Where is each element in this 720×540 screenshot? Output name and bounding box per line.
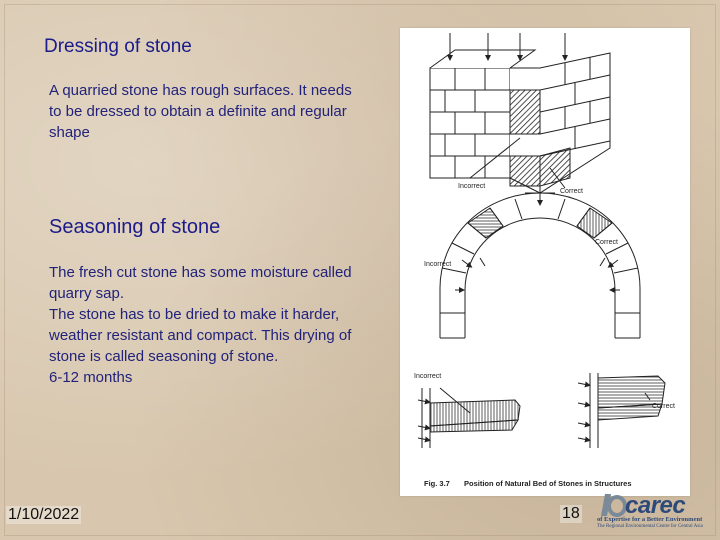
label-correct-cornice: Correct bbox=[652, 403, 675, 410]
paragraph-seasoning: The fresh cut stone has some moisture called quarry sap. The stone has to be dried to make it harder, weather resistant and compact. This drying of stone is called seasoning of stone. 6-12 months bbox=[49, 264, 352, 386]
footer-date: 1/10/2022 bbox=[8, 506, 80, 523]
figure-natural-bed bbox=[400, 28, 690, 496]
wall-corner-diagram bbox=[430, 33, 610, 193]
label-correct-arch: Correct bbox=[595, 239, 618, 246]
label-incorrect-cornice: Incorrect bbox=[414, 373, 442, 380]
carec-logo-mark-icon bbox=[597, 492, 627, 518]
label-correct-wall: Correct bbox=[560, 188, 583, 195]
label-incorrect-wall: Incorrect bbox=[458, 183, 486, 190]
figure-caption-text: Position of Natural Bed of Stones in Structures bbox=[464, 479, 632, 488]
heading-dressing: Dressing of stone bbox=[44, 36, 192, 57]
figure-drawing bbox=[400, 28, 690, 496]
carec-logo bbox=[597, 492, 715, 536]
logo-wordmark: carec bbox=[625, 492, 686, 519]
page-number: 18 bbox=[562, 505, 580, 522]
logo-subline: The Regional Environmental Centre for Central Asia bbox=[597, 524, 703, 529]
figure-caption-number: Fig. 3.7 bbox=[424, 479, 450, 488]
logo-tagline: of Expertise for a Better Environment bbox=[597, 516, 703, 523]
heading-seasoning: Seasoning of stone bbox=[49, 216, 221, 238]
arch-diagram bbox=[440, 178, 640, 338]
paragraph-dressing: A quarried stone has rough surfaces. It needs to be dressed to obtain a definite and regular shape bbox=[49, 82, 352, 141]
cornice-diagram bbox=[418, 373, 665, 448]
label-incorrect-arch: Incorrect bbox=[424, 261, 452, 268]
